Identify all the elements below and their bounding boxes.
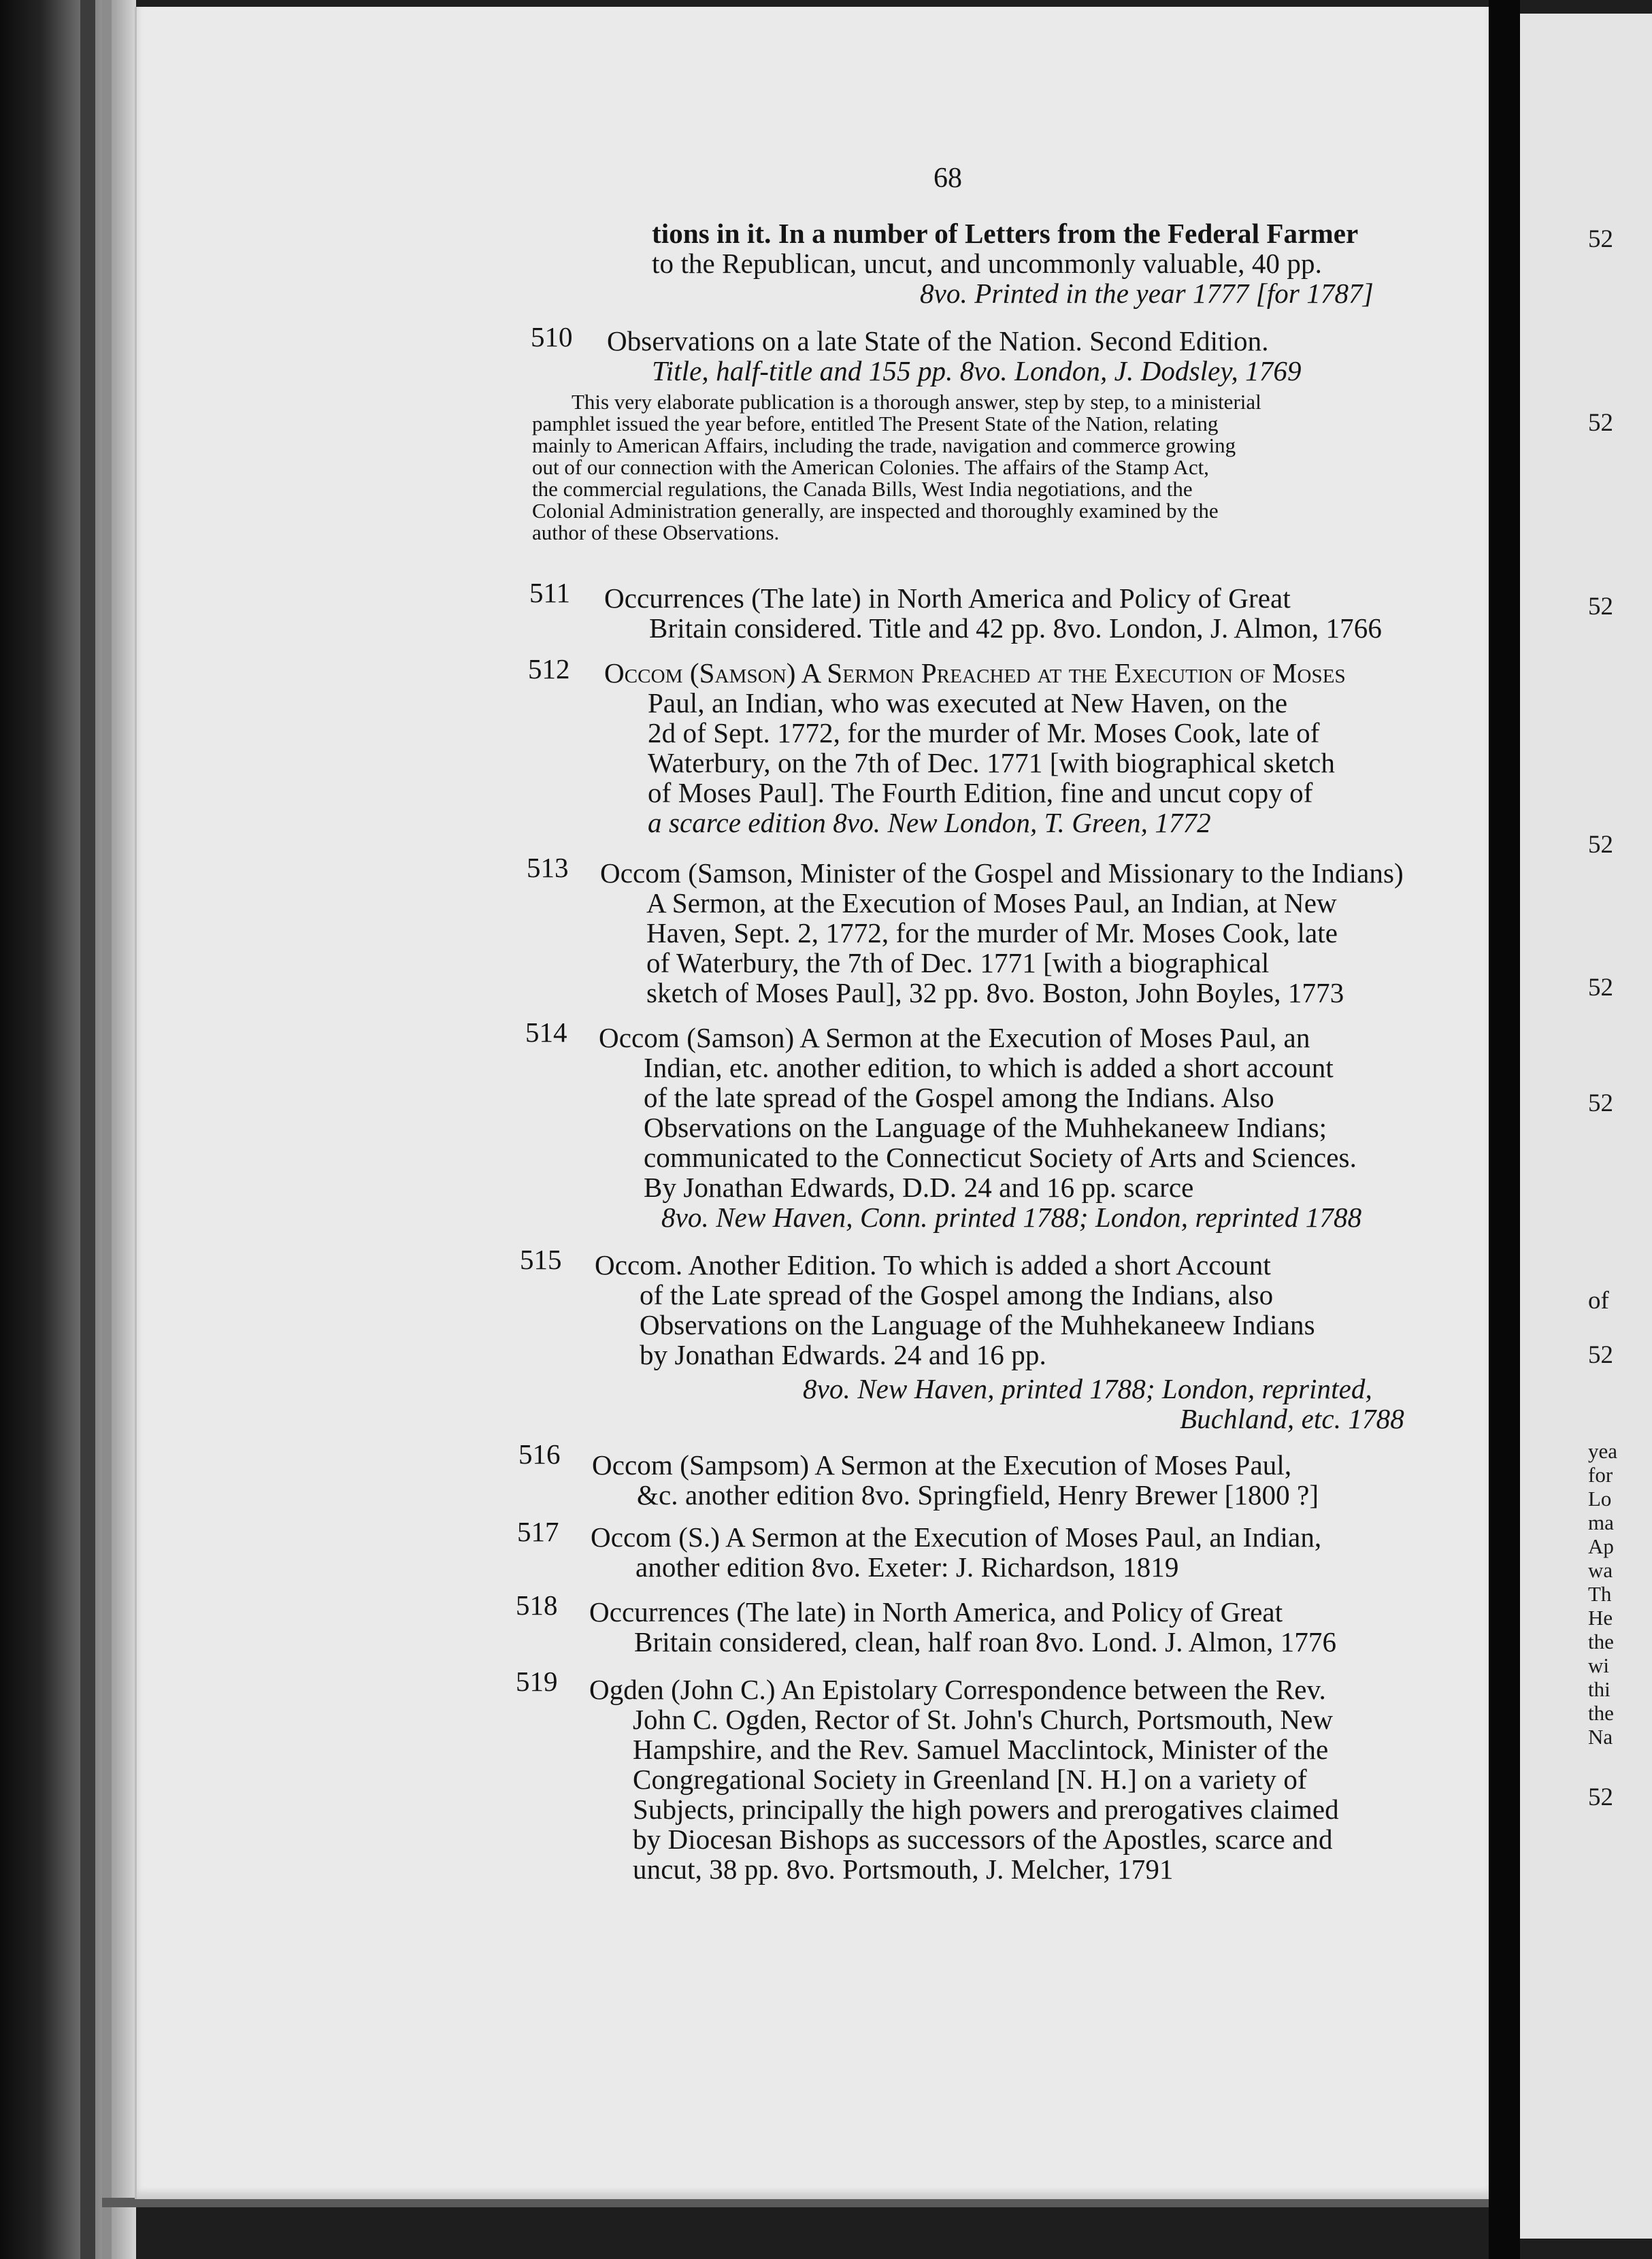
entry-number: 517 — [517, 1516, 559, 1547]
entry-note-line: This very elaborate publication is a thorough answer, step by step, to a ministerial — [572, 390, 1261, 414]
entry-line: Observations on the Language of the Muhhekaneew Indians; — [644, 1112, 1327, 1143]
facing-page-stub: the — [1588, 1701, 1614, 1725]
entry-line: Observations on the Language of the Muhhekaneew Indians — [640, 1309, 1315, 1340]
page-number: 68 — [934, 163, 962, 194]
entry-line: By Jonathan Edwards, D.D. 24 and 16 pp. scarce — [644, 1172, 1194, 1203]
facing-page-stub: wa — [1588, 1558, 1613, 1582]
entry-line: of Waterbury, the 7th of Dec. 1771 [with a biographical — [646, 947, 1270, 978]
book-gutter — [1489, 0, 1520, 2259]
entry-number: 519 — [516, 1666, 558, 1697]
entry-line: 8vo. New Haven, Conn. printed 1788; London, reprinted 1788 — [661, 1202, 1362, 1233]
entry-line: of the late spread of the Gospel among the Indians. Also — [644, 1082, 1274, 1113]
facing-page-stub: the — [1588, 1630, 1614, 1653]
binding-edge-light — [102, 0, 112, 2259]
entry-line: Occom (Sampsom) A Sermon at the Execution of Moses Paul, — [592, 1449, 1292, 1481]
facing-page-stub: Lo — [1588, 1487, 1612, 1511]
entry-line: John C. Ogden, Rector of St. John's Church, Portsmouth, New — [633, 1704, 1334, 1735]
entry-line: Occurrences (The late) in North America and Policy of Great — [604, 582, 1291, 614]
binding-edge — [80, 0, 95, 2259]
entry-number: 516 — [518, 1438, 561, 1470]
entry-line: Occom (Samson) A Sermon at the Execution of Moses Paul, an — [599, 1022, 1310, 1053]
entry-note-line: Colonial Administration generally, are inspected and thoroughly examined by the — [532, 499, 1219, 523]
entry-line: to the Republican, uncut, and uncommonly valuable, 40 pp. — [652, 248, 1322, 279]
page-bottom-edge — [102, 2198, 1517, 2207]
entry-line: by Jonathan Edwards. 24 and 16 pp. — [640, 1339, 1046, 1370]
facing-page-stub: 52 — [1588, 225, 1613, 253]
facing-page-stub: for — [1588, 1463, 1613, 1487]
entry-line: of the Late spread of the Gospel among the Indians, also — [640, 1279, 1274, 1310]
facing-page-stub: of — [1588, 1287, 1609, 1315]
entry-line: Observations on a late State of the Nation. Second Edition. — [607, 325, 1269, 357]
facing-page-stub: He — [1588, 1606, 1613, 1630]
entry-line: Occom (Samson, Minister of the Gospel and Missionary to the Indians) — [600, 857, 1404, 889]
entry-line: Indian, etc. another edition, to which is added a short account — [644, 1052, 1334, 1083]
facing-page-stub: 52 — [1588, 974, 1613, 1002]
entry-line: Subjects, principally the high powers and prerogatives claimed — [633, 1794, 1339, 1825]
entry-note-line: mainly to American Affairs, including the trade, navigation and commerce growing — [532, 433, 1236, 457]
entry-line: Occurrences (The late) in North America, and Policy of Great — [589, 1596, 1283, 1628]
entry-line: Paul, an Indian, who was executed at New Haven, on the — [648, 687, 1288, 719]
entry-line: communicated to the Connecticut Society of Arts and Sciences. — [644, 1142, 1357, 1173]
facing-page-stub: thi — [1588, 1677, 1610, 1701]
facing-page-stub: yea — [1588, 1439, 1618, 1463]
facing-page-fragment — [1520, 14, 1652, 2239]
entry-note-line: the commercial regulations, the Canada Bills, West India negotiations, and the — [532, 477, 1193, 501]
facing-page-stub: ma — [1588, 1511, 1614, 1534]
entry-line: a scarce edition 8vo. New London, T. Green, 1772 — [648, 807, 1211, 838]
entry-line: by Diocesan Bishops as successors of the Apostles, scarce and — [633, 1824, 1333, 1855]
entry-note-line: pamphlet issued the year before, entitled The Present State of the Nation, relating — [532, 412, 1219, 435]
facing-page-stub: 52 — [1588, 593, 1613, 621]
entry-number: 513 — [527, 852, 569, 883]
entry-line: uncut, 38 pp. 8vo. Portsmouth, J. Melcher, 1791 — [633, 1853, 1174, 1885]
entry-number: 510 — [531, 321, 573, 352]
entry-number: 518 — [516, 1589, 558, 1621]
entry-line: 2d of Sept. 1772, for the murder of Mr. Moses Cook, late of — [648, 717, 1320, 748]
entry-line: Ogden (John C.) An Epistolary Correspondence between the Rev. — [589, 1674, 1326, 1705]
entry-number: 515 — [520, 1244, 562, 1275]
entry-line: of Moses Paul]. The Fourth Edition, fine and uncut copy of — [648, 777, 1313, 808]
entry-line: Congregational Society in Greenland [N. H.] on a variety of — [633, 1764, 1307, 1795]
entry-line: Title, half-title and 155 pp. 8vo. London, J. Dodsley, 1769 — [652, 355, 1302, 386]
entry-number: 514 — [525, 1017, 567, 1048]
entry-note-line: out of our connection with the American Colonies. The affairs of the Stamp Act, — [532, 455, 1209, 479]
entry-line: Hampshire, and the Rev. Samuel Macclintock, Minister of the — [633, 1734, 1329, 1765]
facing-page-stub: 52 — [1588, 1341, 1613, 1369]
entry-line: tions in it. In a number of Letters from the Federal Farmer — [652, 218, 1359, 249]
entry-line: Haven, Sept. 2, 1772, for the murder of Mr. Moses Cook, late — [646, 917, 1338, 949]
entry-line: Britain considered. Title and 42 pp. 8vo. London, J. Almon, 1766 — [649, 612, 1382, 644]
facing-page-stub: Th — [1588, 1582, 1612, 1606]
entry-line: &c. another edition 8vo. Springfield, Henry Brewer [1800 ?] — [637, 1479, 1319, 1511]
entry-line: A Sermon, at the Execution of Moses Paul, an Indian, at New — [646, 887, 1337, 919]
facing-page-stub: 52 — [1588, 1783, 1613, 1811]
entry-line: Waterbury, on the 7th of Dec. 1771 [with biographical sketch — [648, 747, 1335, 778]
facing-page-stub: 52 — [1588, 409, 1613, 437]
entry-line: 8vo. Printed in the year 1777 [for 1787] — [920, 278, 1374, 309]
facing-page-stub: Ap — [1588, 1534, 1614, 1558]
entry-line: Occom (S.) A Sermon at the Execution of Moses Paul, an Indian, — [591, 1521, 1322, 1553]
entry-line: another edition 8vo. Exeter: J. Richardson, 1819 — [635, 1551, 1179, 1583]
facing-page-stub: 52 — [1588, 831, 1613, 859]
entry-number: 511 — [529, 577, 570, 608]
left-binding-shadow — [0, 0, 136, 2259]
entry-note-line: author of these Observations. — [532, 521, 780, 544]
entry-line: sketch of Moses Paul], 32 pp. 8vo. Boston, John Boyles, 1773 — [646, 977, 1344, 1008]
entry-line: Occom. Another Edition. To which is added a short Account — [595, 1249, 1271, 1281]
entry-line: Occom (Samson) A Sermon Preached at the Execution of Moses — [604, 657, 1346, 689]
entry-line: Buchland, etc. 1788 — [1180, 1403, 1404, 1434]
entry-line: Britain considered, clean, half roan 8vo. Lond. J. Almon, 1776 — [634, 1626, 1337, 1658]
entry-number: 512 — [528, 653, 570, 685]
facing-page-stub: wi — [1588, 1653, 1609, 1677]
facing-page-stub: 52 — [1588, 1089, 1613, 1117]
entry-line: 8vo. New Haven, printed 1788; London, reprinted, — [803, 1373, 1372, 1404]
facing-page-stub: Na — [1588, 1725, 1613, 1749]
